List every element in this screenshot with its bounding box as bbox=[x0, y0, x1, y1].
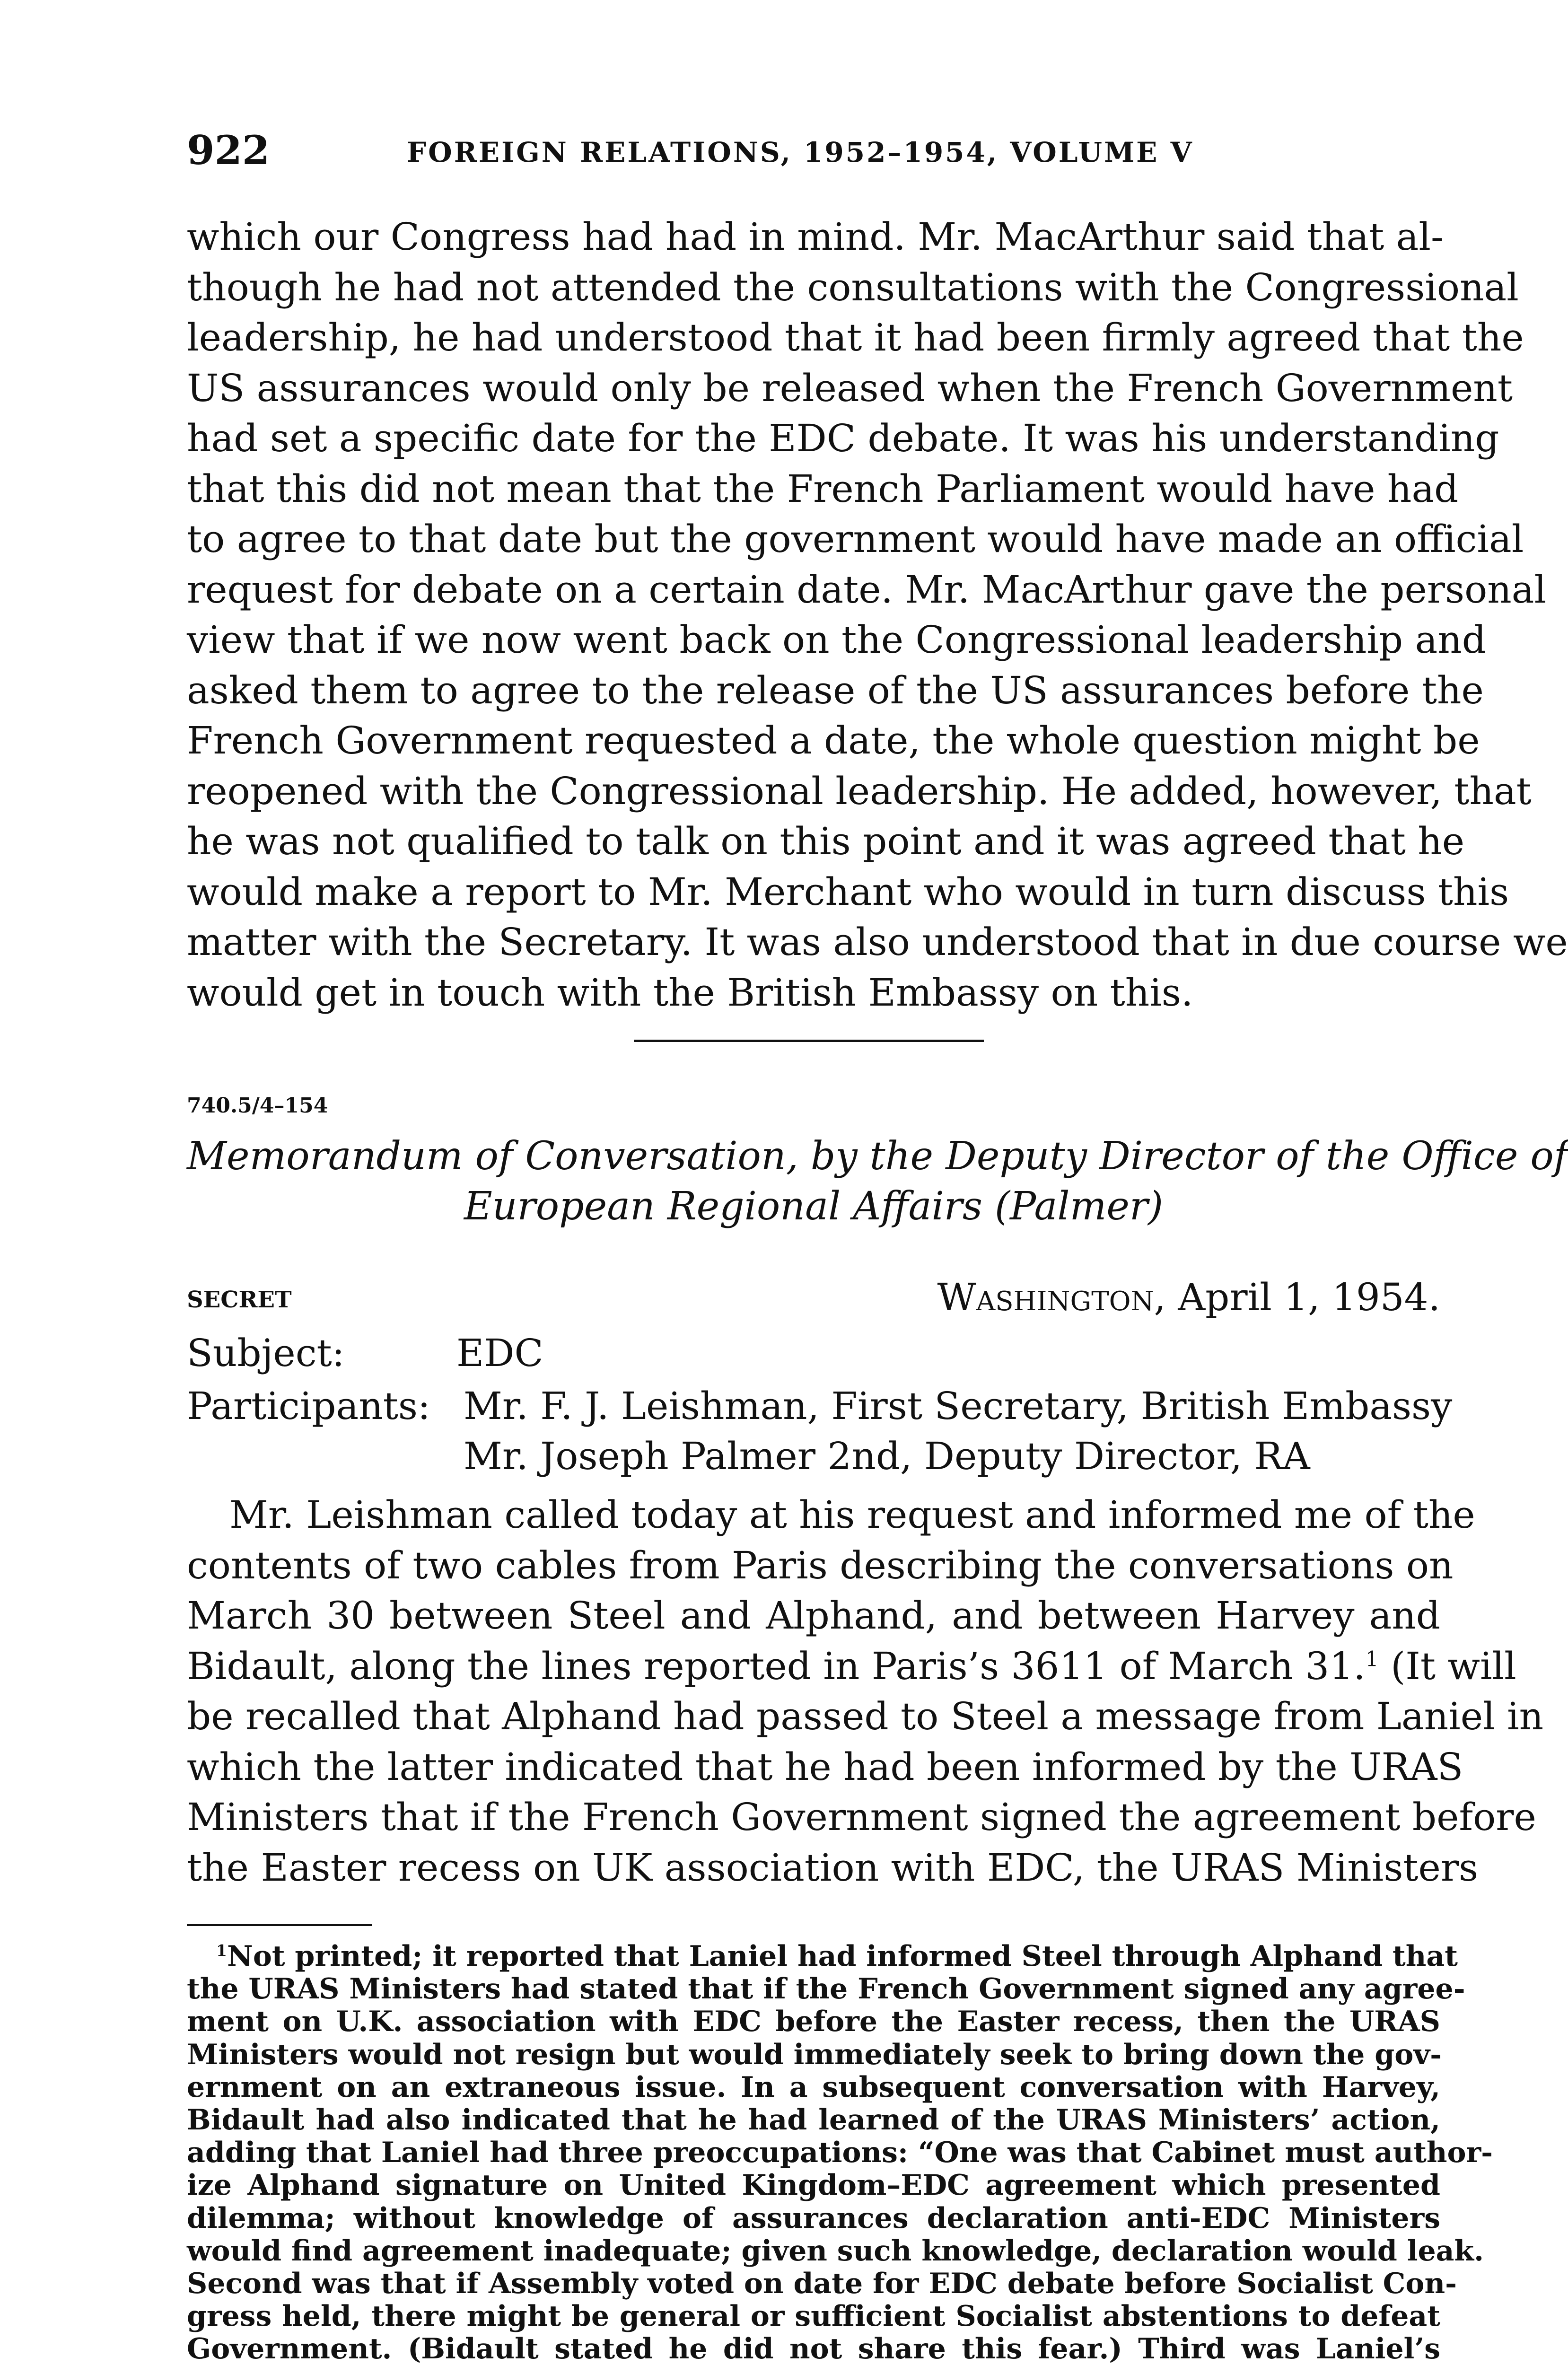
footnote-line: gress held, there might be general or sufficient Socialist abstentions to defeat bbox=[187, 2300, 1440, 2333]
footnote bbox=[187, 1940, 1493, 2365]
participant: Mr. F. J. Leishman, First Secretary, British Embassy bbox=[464, 1384, 1453, 1428]
footnote-rule bbox=[187, 1924, 372, 1926]
text-line-with-note bbox=[187, 1641, 1516, 1692]
subject-value: EDC bbox=[456, 1331, 543, 1375]
text-line: asked them to agree to the release of the US assurances before the bbox=[187, 668, 1484, 712]
text-line: had set a specific date for the EDC debate. It was his understanding bbox=[187, 416, 1499, 460]
dateline-place: Washington bbox=[937, 1275, 1154, 1319]
footnote-line: ment on U.K. association with EDC before the Easter recess, then the URAS bbox=[187, 2005, 1440, 2039]
text-line: which the latter indicated that he had been informed by the URAS bbox=[187, 1744, 1463, 1789]
text-line: US assurances would only be released when the French Government bbox=[187, 366, 1513, 410]
footnote-line: would find agreement inadequate; given such knowledge, declaration would leak. bbox=[187, 2234, 1484, 2268]
text-line: Mr. Leishman called today at his request and informed me of the bbox=[229, 1493, 1475, 1537]
footnote-line bbox=[187, 1940, 1458, 1973]
document-title bbox=[187, 1131, 1568, 1232]
footnote-line: Ministers would not resign but would immediately seek to bring down the gov- bbox=[187, 2038, 1442, 2071]
text-line: would make a report to Mr. Merchant who would in turn discuss this bbox=[187, 869, 1509, 914]
footnote-line: dilemma; without knowledge of assurances declaration anti-EDC Ministers bbox=[187, 2201, 1440, 2235]
text-line: which our Congress had had in mind. Mr. MacArthur said that al- bbox=[187, 215, 1444, 259]
text-line: to agree to that date but the government would have made an official bbox=[187, 517, 1524, 561]
footnote-marker: 1 bbox=[216, 1941, 227, 1960]
text-line: that this did not mean that the French Parliament would have had bbox=[187, 466, 1459, 511]
subject-label: Subject: bbox=[187, 1331, 345, 1375]
text-line: would get in touch with the British Embassy on this. bbox=[187, 970, 1193, 1015]
subject-row bbox=[187, 1328, 543, 1378]
participants-list bbox=[464, 1381, 1452, 1481]
text-line: contents of two cables from Paris describing the conversations on bbox=[187, 1543, 1454, 1587]
text-line: view that if we now went back on the Congressional leadership and bbox=[187, 618, 1486, 662]
text-line: be recalled that Alphand had passed to Steel a message from Laniel in bbox=[187, 1694, 1544, 1738]
text-line: request for debate on a certain date. Mr. MacArthur gave the personal bbox=[187, 567, 1547, 612]
text-fragment: (It will bbox=[1378, 1644, 1516, 1688]
footnote-line: ernment on an extraneous issue. In a subsequent conversation with Harvey, bbox=[187, 2070, 1440, 2104]
memo-paragraph bbox=[187, 1490, 1544, 1893]
running-head: FOREIGN RELATIONS, 1952–1954, VOLUME V bbox=[407, 136, 1194, 168]
footnote-line: Government. (Bidault stated he did not share this fear.) Third was Laniel’s bbox=[187, 2332, 1440, 2365]
participants-row bbox=[187, 1381, 456, 1431]
page-header bbox=[187, 127, 1440, 179]
footnote-line: Second was that if Assembly voted on date for EDC debate before Socialist Con- bbox=[187, 2267, 1457, 2300]
text-line: French Government requested a date, the whole question might be bbox=[187, 718, 1480, 762]
footnote-line: the URAS Ministers had stated that if the French Government signed any agree- bbox=[187, 1972, 1465, 2006]
document-title-line: European Regional Affairs (Palmer) bbox=[464, 1184, 1164, 1229]
text-line: leadership, he had understood that it had been firmly agreed that the bbox=[187, 315, 1524, 359]
text-line: matter with the Secretary. It was also understood that in due course we bbox=[187, 920, 1568, 964]
participant: Mr. Joseph Palmer 2nd, Deputy Director, RA bbox=[464, 1434, 1310, 1478]
text-line: though he had not attended the consultations with the Congressional bbox=[187, 265, 1519, 309]
text-line: reopened with the Congressional leadership. He added, however, that bbox=[187, 769, 1532, 813]
footnote-text: Not printed; it reported that Laniel had informed Steel through Alphand that bbox=[227, 1940, 1458, 1973]
file-reference: 740.5/4–154 bbox=[187, 1094, 328, 1118]
footnote-reference[interactable]: 1 bbox=[1365, 1647, 1379, 1671]
text-line: he was not qualified to talk on this point and it was agreed that he bbox=[187, 819, 1465, 863]
dateline-date: , April 1, 1954. bbox=[1154, 1275, 1440, 1319]
participants-label: Participants: bbox=[187, 1384, 430, 1428]
dateline bbox=[937, 1272, 1440, 1323]
section-divider bbox=[634, 1040, 984, 1042]
footnote-line: ize Alphand signature on United Kingdom–EDC agreement which presented bbox=[187, 2169, 1440, 2202]
footnote-line: adding that Laniel had three preoccupations: “One was that Cabinet must author- bbox=[187, 2136, 1493, 2170]
footnote-line: Bidault had also indicated that he had learned of the URAS Ministers’ action, bbox=[187, 2103, 1440, 2137]
page-number: 922 bbox=[187, 127, 270, 174]
text-line: Ministers that if the French Government signed the agreement before bbox=[187, 1795, 1536, 1839]
text-line: March 30 between Steel and Alphand, and between Harvey and bbox=[187, 1594, 1440, 1638]
text-fragment: Bidault, along the lines reported in Paris’s 3611 of March 31. bbox=[187, 1644, 1366, 1688]
continuation-paragraph bbox=[187, 212, 1568, 1018]
document-title-line: Memorandum of Conversation, by the Deputy Director of the Office of bbox=[187, 1134, 1568, 1179]
text-line: the Easter recess on UK association with EDC, the URAS Ministers bbox=[187, 1845, 1479, 1890]
classification-marking: SECRET bbox=[187, 1287, 292, 1313]
